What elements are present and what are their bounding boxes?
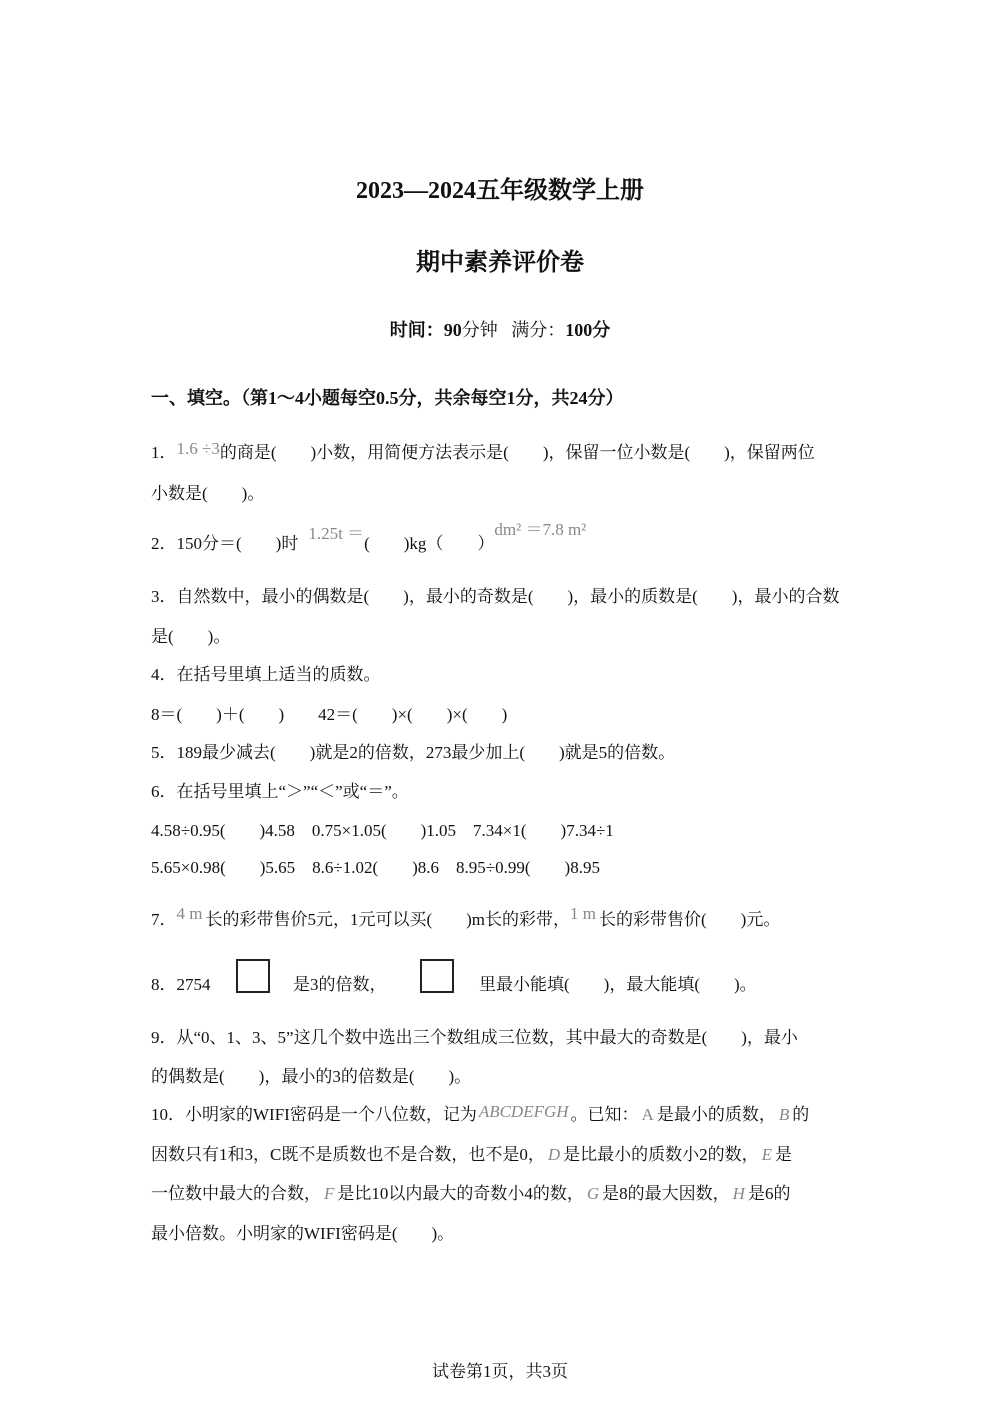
question-text: 因数只有1和3，C既不是质数也不是合数，也不是0， <box>151 1145 545 1164</box>
question-4-line-1 <box>151 660 381 685</box>
page-footer: 试卷第1页，共3页 <box>432 1362 568 1381</box>
question-2 <box>151 520 587 554</box>
question-number: 5． <box>151 743 177 762</box>
question-number: 9． <box>151 1028 177 1047</box>
question-number: 8． <box>151 975 177 994</box>
question-8-part-2: 是3的倍数， <box>293 975 387 994</box>
question-10-line-4: 最小倍数。小明家的WIFI密码是( )。 <box>151 1224 455 1243</box>
question-10-line-1 <box>151 1100 809 1125</box>
question-text: 150分＝( )时 <box>176 534 299 553</box>
question-number: 4． <box>151 665 177 684</box>
score-unit: 分 <box>592 320 611 340</box>
math-variable: F <box>324 1184 335 1203</box>
question-number: 10． <box>151 1105 185 1124</box>
math-expression: 4 m <box>176 904 203 923</box>
question-10-line-3 <box>151 1179 790 1204</box>
question-6-line-3: 5.65×0.98( )5.65 8.6÷1.02( )8.6 8.95÷0.99( )8.95 <box>151 858 600 877</box>
question-7 <box>151 905 780 930</box>
question-text: 2754 <box>176 975 211 994</box>
exam-subtitle: 期中素养评价卷 <box>416 250 584 276</box>
question-text: 自然数中，最小的偶数是( )，最小的奇数是( )，最小的质数是( )，最小的合数 <box>176 587 840 606</box>
question-text: 在括号里填上“＞”“＜”或“＝”。 <box>176 782 409 801</box>
question-9-line-1 <box>151 1023 798 1048</box>
question-number: 2． <box>151 534 177 553</box>
time-label: 时间： <box>389 320 444 340</box>
exam-info <box>0 316 1000 342</box>
question-number: 1． <box>151 443 177 462</box>
question-text: 在括号里填上适当的质数。 <box>176 665 381 684</box>
question-6-line-1 <box>151 777 409 802</box>
time-unit: 分钟 <box>461 320 498 340</box>
math-variable: A <box>641 1105 654 1124</box>
math-variable: E <box>761 1145 773 1164</box>
question-10-line-2 <box>151 1140 792 1165</box>
question-text: 从“0、1、3、5”这几个数中选出三个数组成三位数，其中最大的奇数是( )，最小 <box>176 1028 798 1047</box>
question-text: 一位数中最大的合数， <box>151 1184 321 1203</box>
question-1-line-1 <box>151 438 815 463</box>
question-text: 是最小的质数， <box>656 1105 776 1124</box>
answer-box[interactable] <box>236 959 270 993</box>
question-3-line-1 <box>151 582 839 607</box>
math-expression: ABCDEFGH <box>478 1102 569 1121</box>
math-expression: dm² ＝7.8 m² <box>494 520 587 539</box>
question-text: 。已知： <box>570 1105 639 1124</box>
question-text: 长的彩带售价( )元。 <box>599 910 781 929</box>
question-text: 是6的 <box>747 1184 791 1203</box>
score-label: 满分： <box>511 320 566 340</box>
question-text: 是比最小的质数小2的数， <box>563 1145 759 1164</box>
question-text: 长的彩带售价5元，1元可以买( )m长的彩带， <box>205 910 571 929</box>
question-text: 是8的最大因数， <box>602 1184 730 1203</box>
question-9-line-2: 的偶数是( )，最小的3的倍数是( )。 <box>151 1067 472 1086</box>
exam-title: 2023—2024五年级数学上册 <box>356 178 644 204</box>
section-heading: 一、填空。（第1～4小题每空0.5分，共余每空1分，共24分） <box>151 388 624 408</box>
question-number: 6． <box>151 782 177 801</box>
question-text: 是比10以内最大的奇数小4的数， <box>337 1184 584 1203</box>
question-5 <box>151 738 675 763</box>
question-3-line-2: 是( )。 <box>151 627 231 646</box>
math-expression: 1.25t ＝ <box>308 524 365 543</box>
question-8-part-1 <box>151 970 211 995</box>
math-variable: D <box>547 1145 561 1164</box>
answer-box[interactable] <box>420 959 454 993</box>
math-expression: 1.6 ÷3 <box>176 439 220 458</box>
math-expression: 1 m <box>570 904 597 923</box>
question-8-part-3: 里最小能填( )，最大能填( )。 <box>479 975 757 994</box>
question-text: 的 <box>792 1105 810 1124</box>
question-text: 小明家的WIFI密码是一个八位数，记为 <box>185 1105 477 1124</box>
question-text: 189最少减去( )就是2的倍数，273最少加上( )就是5的倍数。 <box>176 743 676 762</box>
question-text: ( )kg（ ） <box>364 534 495 553</box>
question-number: 7． <box>151 910 177 929</box>
time-value: 90 <box>443 320 462 340</box>
question-text: 是 <box>775 1145 793 1164</box>
question-1-line-2: 小数是( )。 <box>151 484 265 503</box>
question-6-line-2: 4.58÷0.95( )4.58 0.75×1.05( )1.05 7.34×1( )7.34÷1 <box>151 821 614 840</box>
math-variable: H <box>732 1184 745 1203</box>
math-variable: G <box>586 1184 600 1203</box>
question-text: 的商是( )小数，用简便方法表示是( )，保留一位小数是( )，保留两位 <box>219 443 815 462</box>
score-value: 100 <box>565 320 593 340</box>
question-number: 3． <box>151 587 177 606</box>
math-variable: B <box>778 1105 790 1124</box>
question-4-line-2: 8＝( )＋( ) 42＝( )×( )×( ) <box>151 705 508 724</box>
